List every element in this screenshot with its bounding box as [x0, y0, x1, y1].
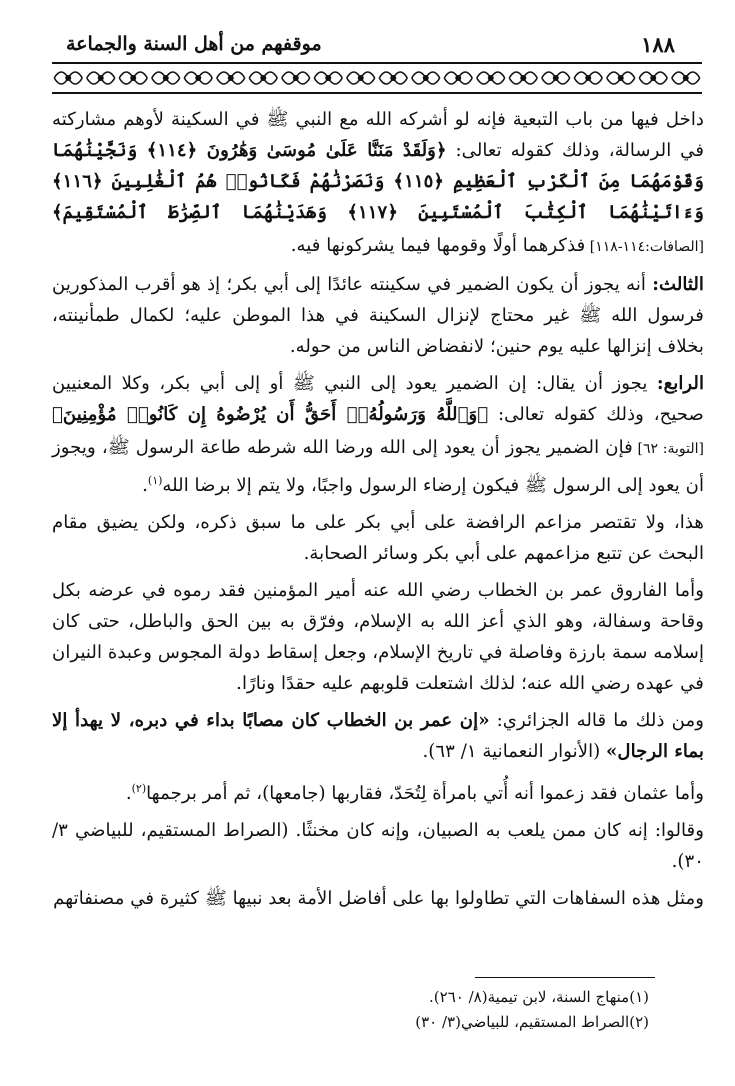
- footnote: (٢)الصراط المستقيم، للبياضي(٣/ ٣٠): [415, 1013, 649, 1031]
- page-header: [66, 30, 675, 58]
- verse-reference: [الصافات:١١٤-١١٨]: [585, 239, 704, 255]
- paragraph: ومن ذلك ما قاله الجزائري: «إن عمر بن الخطاب كان مصابًا بداء في دبره، لا يهدأ إلا بماء الرجال» (الأنوار النعمانية ١/ ٦٣).: [52, 710, 704, 763]
- quotation: «إن عمر بن الخطاب كان مصابًا بداء في دبره، لا يهدأ إلا بماء الرجال»: [52, 710, 704, 763]
- paragraph-lead: الرابع:: [656, 373, 704, 394]
- page-number: ١٨٨: [641, 31, 675, 57]
- footnotes: [49, 985, 649, 1035]
- paragraph: ومثل هذه السفاهات التي تطاولوا بها على أفاضل الأمة بعد نبيها ﷺ كثيرة في مصنفاتهم: [53, 888, 704, 910]
- decorative-border-ornament: [52, 60, 702, 96]
- paragraph: داخل فيها من باب التبعية فإنه لو أشركه الله مع النبي ﷺ في السكينة لأوهم مشاركته في الرسالة، وذلك كقوله تعالى: ﴿وَلَقَدْ مَنَنَّا عَلَىٰ مُوسَىٰ وَهَٰرُونَ ﴿١١٤﴾ وَنَجَّيْنَٰهُمَا وَقَوْمَهُمَا مِنَ ٱلْكَرْبِ ٱلْعَظِيمِ ﴿١١٥﴾ وَنَصَرْنَٰهُمْ فَكَانُوا۟ هُمُ ٱلْغَٰلِبِينَ ﴿١١٦﴾ وَءَاتَيْنَٰهُمَا ٱلْكِتَٰبَ ٱلْمُسْتَبِينَ ﴿١١٧﴾ وَهَدَيْنَٰهُمَا ٱلصِّرَٰطَ ٱلْمُسْتَقِيمَ﴾ [الصافات:١١٤-١١٨] فذكرهما أولًا وقومها فيما يشركونها فيه.: [52, 109, 705, 256]
- paragraph-lead: الثالث:: [652, 274, 704, 295]
- paragraph: الثالث: أنه يجوز أن يكون الضمير في سكينته عائدًا إلى أبي بكر؛ إذ هو أقرب المذكورين فرسول الله ﷺ غير محتاج لإنزال السكينة في هذا الموطن عليه؛ لكمال طمأنينته، بخلاف إنزالها عليه يوم حنين؛ لانفضاض الناس من حوله.: [52, 274, 704, 357]
- footnote-marker[interactable]: (٢): [131, 782, 147, 796]
- paragraph: وأما عثمان فقد زعموا أنه أُتي بامرأة لِتُحَدّ، فقاربها (جامعها)، ثم أمر برجمها$^{(٢)}$.: [125, 782, 704, 805]
- quran-verse: ﴿وَلَقَدْ مَنَنَّا عَلَىٰ مُوسَىٰ وَهَٰرُونَ ﴿١١٤﴾ وَنَجَّيْنَٰهُمَا وَقَوْمَهُمَا مِنَ ٱلْكَرْبِ ٱلْعَظِيمِ ﴿١١٥﴾ وَنَصَرْنَٰهُمْ فَكَانُوا۟ هُمُ ٱلْغَٰلِبِينَ ﴿١١٦﴾ وَءَاتَيْنَٰهُمَا ٱلْكِتَٰبَ ٱلْمُسْتَبِينَ ﴿١١٧﴾ وَهَدَيْنَٰهُمَا ٱلصِّرَٰطَ ٱلْمُسْتَقِيمَ﴾: [52, 140, 704, 223]
- paragraph: هذا، ولا تقتصر مزاعم الرافضة على أبي بكر على ما سبق ذكره، ولكن يضيق مقام البحث عن تتبع مزاعمهم على أبي بكر وسائر الصحابة.: [52, 512, 704, 565]
- paragraph: وأما الفاروق عمر بن الخطاب رضي الله عنه أمير المؤمنين فقد رموه في عرضه بكل وقاحة وسفالة، وهو الذي أعز الله به الإسلام، وفرّق به بين الحق والباطل، حتى كان إسلامه سمة بارزة وفاصلة في تاريخ الإسلام، وجعل إسقاط دولة المجوس وعبدة النيران في عهده رضي الله عنه؛ لذلك اشتعلت قلوبهم عليه حقدًا ونارًا.: [52, 580, 704, 695]
- quran-verse: ﴿وَٱللَّهُ وَرَسُولُهُۥٓ أَحَقُّ أَن يُرْضُوهُ إِن كَانُوا۟ مُؤْمِنِينَ﴾: [52, 404, 489, 425]
- footnote-separator: [475, 977, 655, 978]
- paragraph: وقالوا: إنه كان ممن يلعب به الصبيان، وإنه كان مخنثًا. (الصراط المستقيم، للبياضي ٣/ ٣٠).: [52, 820, 704, 873]
- paragraph: الرابع: يجوز أن يقال: إن الضمير يعود إلى النبي ﷺ أو إلى أبي بكر، وكلا المعنيين صحيح، وذلك كقوله تعالى: ﴿وَٱللَّهُ وَرَسُولُهُۥٓ أَحَقُّ أَن يُرْضُوهُ إِن كَانُوا۟ مُؤْمِنِينَ﴾ [التوبة: ٦٢] فإن الضمير يجوز أن يعود إلى الله ورضا الله شرطه طاعة الرسول ﷺ، ويجوز أن يعود إلى الرسول ﷺ فيكون إرضاء الرسول واجبًا، ولا يتم إلا برضا الله$^{(١)}$.: [52, 373, 704, 497]
- footnote-marker[interactable]: (١): [147, 474, 163, 487]
- main-text: [52, 104, 704, 920]
- verse-reference: [التوبة: ٦٢]: [632, 441, 704, 457]
- footnote: (١)منهاج السنة، لابن تيمية(٨/ ٢٦٠).: [429, 988, 649, 1006]
- running-title: موقفهم من أهل السنة والجماعة: [66, 33, 322, 55]
